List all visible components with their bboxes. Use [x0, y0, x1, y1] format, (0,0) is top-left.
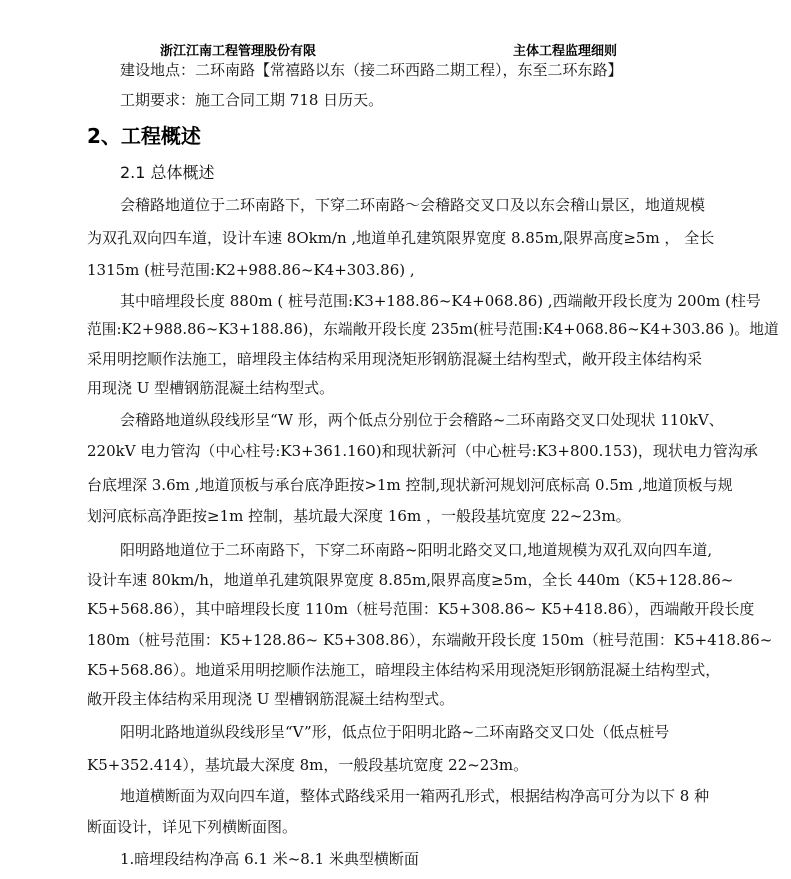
- paragraph-line: 其中暗埋段长度 880m ( 桩号范围:K3+188.86~K4+068.86) ,西端敞开段长度为 200m (柱号: [120, 292, 761, 310]
- paragraph-line: 用现浇 U 型槽钢筋混凝土结构型式。: [87, 379, 335, 397]
- paragraph-line: 划河底标高净距按≥1m 控制，基坑最大深度 16m ，一般段基坑宽度 22~23m。: [87, 507, 631, 525]
- paragraph-line: 设计车速 80km/h，地道单孔建筑限界宽度 8.85m,限界高度≥5m，全长 440m（K5+128.86~: [87, 571, 734, 589]
- subsection-title: 2.1 总体概述: [120, 163, 215, 182]
- info-location: 建设地点：二环南路【常禧路以东（接二环西路二期工程），东至二环东路】: [120, 61, 623, 79]
- paragraph-line: 断面设计，详见下列横断面图。: [87, 818, 298, 836]
- paragraph-line: 敞开段主体结构采用现浇 U 型槽钢筋混凝土结构型式。: [87, 690, 455, 708]
- paragraph-line: K5+352.414），基坑最大深度 8m，一般段基坑宽度 22~23m。: [87, 756, 529, 774]
- paragraph-line: 范围:K2+988.86~K3+188.86)，东端敞开段长度 235m(桩号范围:K4+068.86~K4+303.86 )。地道: [87, 321, 779, 338]
- paragraph-line: 阳明路地道位于二环南路下，下穿二环南路~阳明北路交叉口,地道规模为双孔双向四车道,: [120, 541, 713, 559]
- header-company: 浙江江南工程管理股份有限: [160, 44, 317, 59]
- paragraph-line: 180m（桩号范围：K5+128.86~ K5+308.86），东端敞开段长度 150m（桩号范围：K5+418.86~: [87, 631, 773, 649]
- paragraph-line: 地道横断面为双向四车道，整体式路线采用一箱两孔形式，根据结构净高可分为以下 8 种: [120, 787, 710, 805]
- paragraph-line: 会稽路地道纵段线形呈“W 形，两个低点分别位于会稽路~二环南路交叉口处现状 110kV、: [120, 411, 724, 429]
- figure-caption: 1.暗埋段结构净高 6.1 米~8.1 米典型横断面: [120, 850, 419, 868]
- paragraph-line: 1315m (桩号范围:K2+988.86~K4+303.86) ,: [87, 261, 415, 279]
- paragraph-line: 220kV 电力管沟（中心柱号:K3+361.160)和现状新河（中心桩号:K3+800.153)，现状电力管沟承: [87, 442, 758, 460]
- paragraph-line: 阳明北路地道纵段线形呈“V”形，低点位于阳明北路~二环南路交叉口处（低点桩号: [120, 723, 670, 741]
- paragraph-line: 为双孔双向四车道，设计车速 8Okm/n ,地道单孔建筑限界宽度 8.85m,限界高度≥5m ， 全长: [87, 229, 715, 247]
- paragraph-line: 会稽路地道位于二环南路下，下穿二环南路～会稽路交叉口及以东会稽山景区，地道规模: [120, 196, 706, 214]
- paragraph-line: 台底埋深 3.6m ,地道顶板与承台底净距按>1m 控制,现状新河规划河底标高 0.5m ,地道顶板与规: [87, 476, 733, 494]
- paragraph-line: 采用明挖顺作法施工，暗埋段主体结构采用现浇矩形钢筋混凝土结构型式，敞开段主体结构采: [87, 350, 703, 368]
- info-duration: 工期要求：施工合同工期 718 日历天。: [120, 91, 384, 109]
- header-doc-title: 主体工程监理细则: [513, 44, 618, 59]
- paragraph-line: K5+568.86）。地道采用明挖顺作法施工，暗埋段主体结构采用现浇矩形钢筋混凝土结构型式，: [87, 661, 721, 679]
- section-title: 2、工程概述: [87, 124, 201, 148]
- paragraph-line: K5+568.86），其中暗埋段长度 110m（桩号范围：K5+308.86~ K5+418.86），西端敞开段长度: [87, 600, 755, 618]
